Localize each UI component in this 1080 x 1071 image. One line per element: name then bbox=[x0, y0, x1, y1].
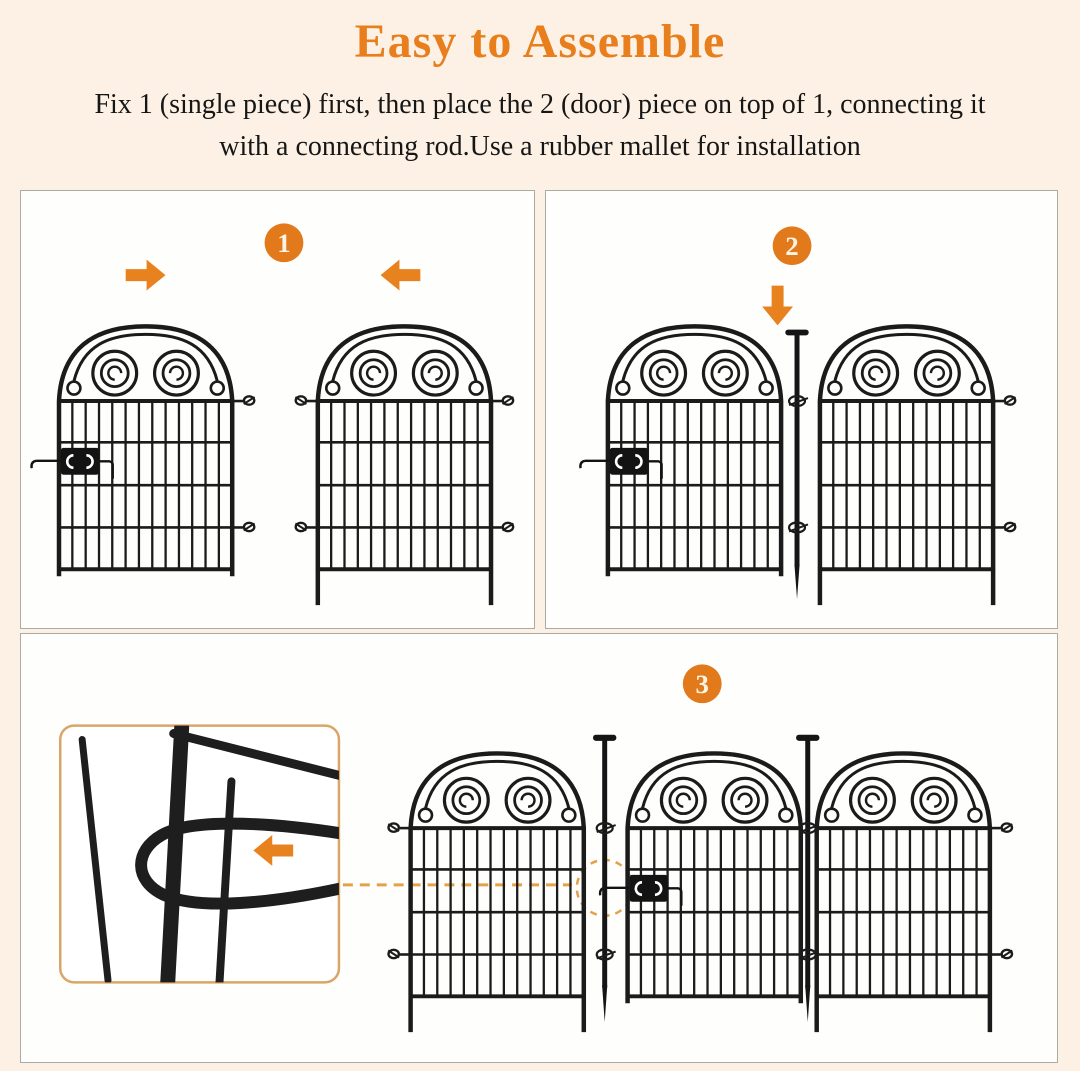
page-title: Easy to Assemble bbox=[354, 15, 726, 68]
gate-latch bbox=[580, 448, 661, 479]
arrow-left-icon bbox=[381, 260, 421, 291]
step-number-3: 3 bbox=[695, 669, 709, 700]
step-number-1: 1 bbox=[277, 228, 291, 259]
fence-single-piece bbox=[818, 326, 1016, 605]
subtitle-line-2: with a connecting rod.Use a rubber mallet for installation bbox=[219, 131, 861, 162]
step-panel-3 bbox=[20, 633, 1058, 1063]
fence-door-piece-middle bbox=[600, 753, 803, 1003]
zoom-inset bbox=[60, 726, 339, 983]
connecting-rod bbox=[788, 332, 808, 599]
step-number-2: 2 bbox=[785, 231, 799, 262]
subtitle-line-1: Fix 1 (single piece) first, then place the 2 (door) piece on top of 1, connecting it bbox=[94, 89, 986, 120]
fence-door-piece bbox=[580, 326, 783, 576]
step-2-illustration bbox=[546, 191, 1057, 628]
step-1-illustration bbox=[21, 191, 534, 628]
step-badge-1 bbox=[265, 223, 304, 262]
step-badge-2 bbox=[773, 226, 812, 265]
step-badge-3 bbox=[683, 664, 722, 703]
arrow-right-icon bbox=[126, 260, 166, 291]
gate-latch bbox=[600, 875, 681, 906]
step-panel-1 bbox=[20, 190, 535, 629]
gate-latch bbox=[31, 448, 112, 479]
connecting-rod-left bbox=[596, 738, 616, 1022]
fence-single-piece-left bbox=[388, 753, 586, 1032]
fence-single-piece-right bbox=[815, 753, 1013, 1032]
step-panel-2 bbox=[545, 190, 1058, 629]
fence-door-piece bbox=[31, 326, 254, 576]
subtitle bbox=[0, 84, 1080, 168]
arrow-down-icon bbox=[762, 286, 793, 326]
fence-single-piece bbox=[295, 326, 513, 605]
step-3-illustration bbox=[21, 634, 1057, 1062]
